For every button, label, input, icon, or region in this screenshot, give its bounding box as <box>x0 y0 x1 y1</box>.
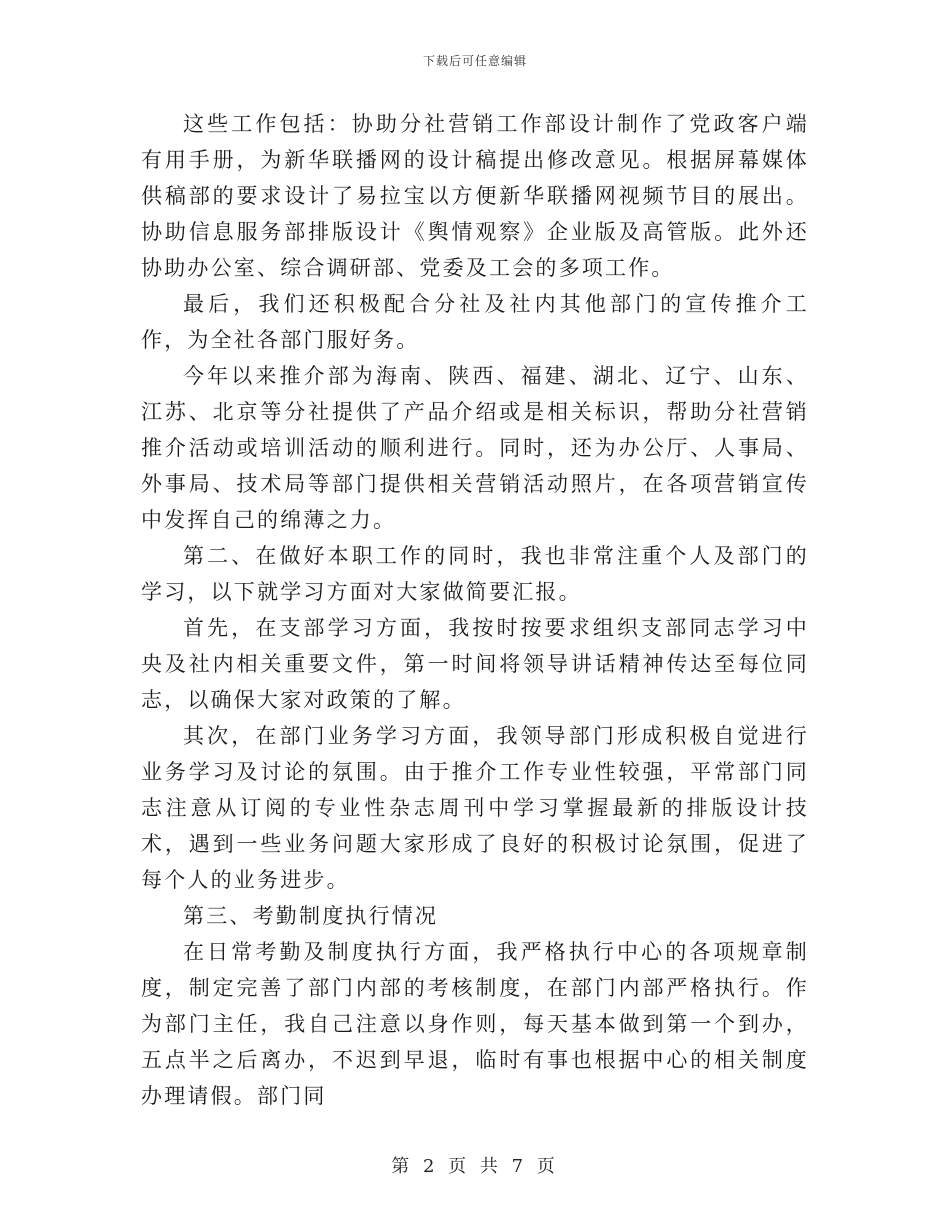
paragraph-1: 这些工作包括：协助分社营销工作部设计制作了党政客户端有用手册，为新华联播网的设计稿提出修改意见。根据屏幕媒体供稿部的要求设计了易拉宝以方便新华联播网视频节目的展出。协助信息服务部排版设计《舆情观察》企业版及高管版。此外还协助办公室、综合调研部、党委及工会的多项工作。 <box>141 112 809 280</box>
page-header-note: 下载后可任意编辑 <box>422 54 527 68</box>
paragraph-5: 首先，在支部学习方面，我按时按要求组织支部同志学习中央及社内相关重要文件，第一时间将领导讲话精神传达至每位同志，以确保大家对政策的了解。 <box>141 616 809 712</box>
paragraph-8: 在日常考勤及制度执行方面，我严格执行中心的各项规章制度，制定完善了部门内部的考核制度，在部门内部严格执行。作为部门主任，我自己注意以身作则，每天基本做到第一个到办，五点半之后离办，不迟到早退，临时有事也根据中心的相关制度办理请假。部门同 <box>141 940 809 1108</box>
paragraph-2: 最后，我们还积极配合分社及社内其他部门的宣传推介工作，为全社各部门服好务。 <box>141 292 809 352</box>
document-body <box>141 106 809 1114</box>
page-number: 第 2 页 共 7 页 <box>391 1156 559 1177</box>
paragraph-6: 其次，在部门业务学习方面，我领导部门形成积极自觉进行业务学习及讨论的氛围。由于推介工作专业性较强，平常部门同志注意从订阅的专业性杂志周刊中学习掌握最新的排版设计技术，遇到一些业务问题大家形成了良好的积极讨论氛围，促进了每个人的业务进步。 <box>141 724 809 892</box>
paragraph-3: 今年以来推介部为海南、陕西、福建、湖北、辽宁、山东、江苏、北京等分社提供了产品介绍或是相关标识，帮助分社营销推介活动或培训活动的顺利进行。同时，还为办公厅、人事局、外事局、技术局等部门提供相关营销活动照片，在各项营销宣传中发挥自己的绵薄之力。 <box>141 364 809 532</box>
paragraph-4: 第二、在做好本职工作的同时，我也非常注重个人及部门的学习，以下就学习方面对大家做简要汇报。 <box>141 544 809 604</box>
paragraph-7-heading: 第三、考勤制度执行情况 <box>183 904 439 928</box>
